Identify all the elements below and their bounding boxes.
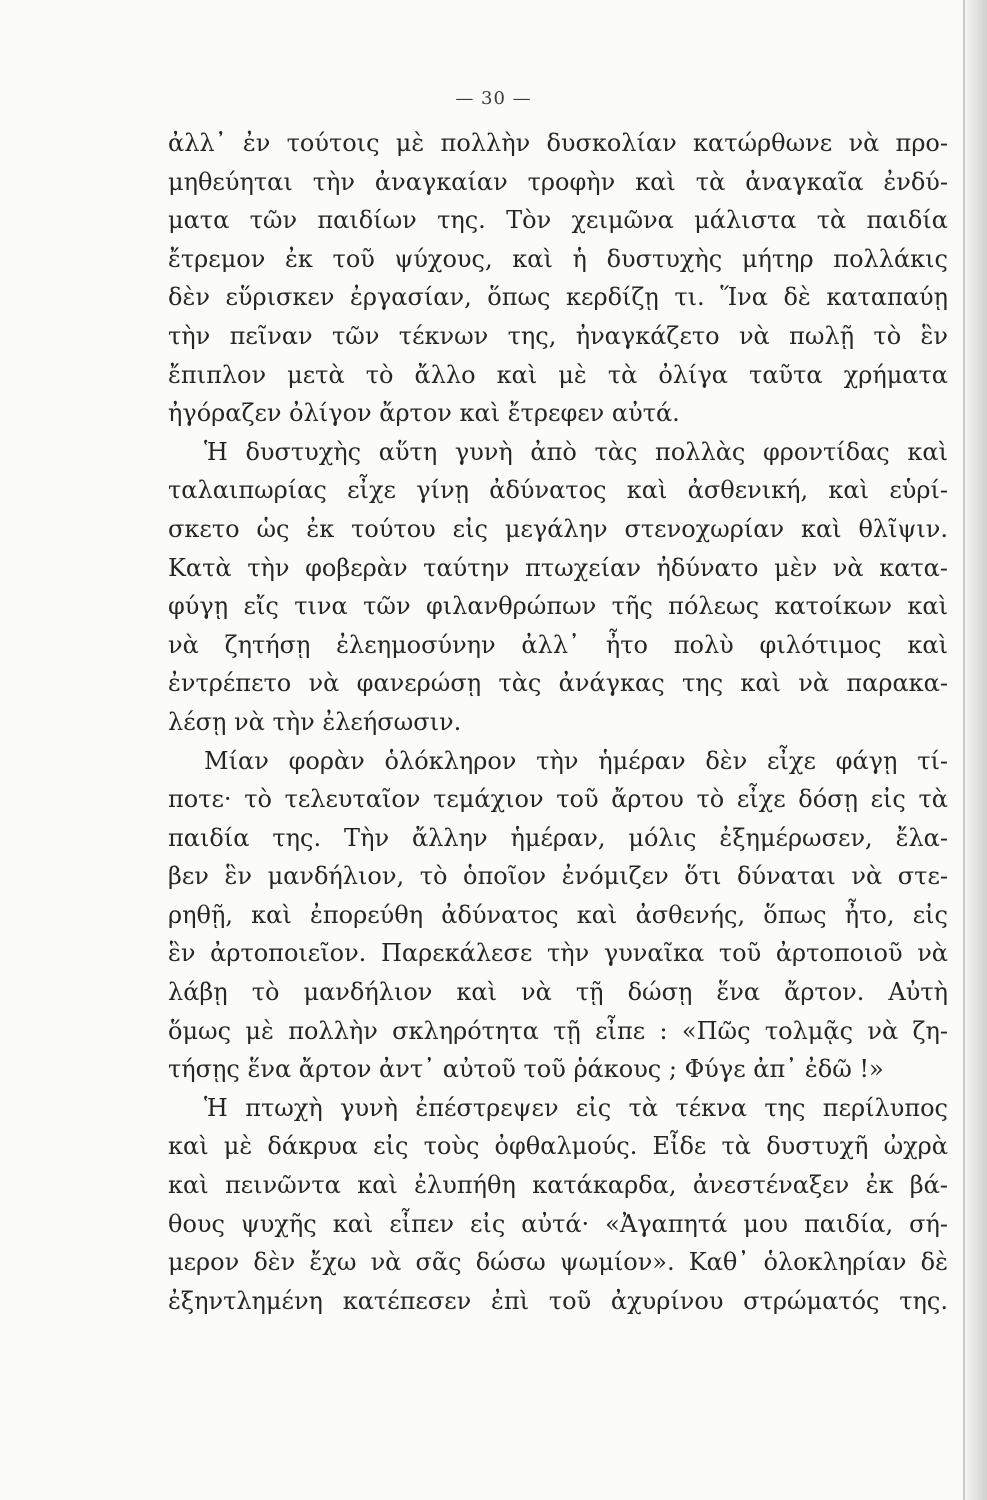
text-line: θους ψυχῆς καὶ εἶπεν εἰς αὐτά· «Ἀγαπητά μου παιδία, σή-	[168, 1209, 948, 1238]
text-line: ἐξηντλημένη κατέπεσεν ἐπὶ τοῦ ἀχυρίνου στρώματός της.	[168, 1286, 948, 1315]
text-line: δὲν εὕρισκεν ἐργασίαν, ὅπως κερδίζῃ τι. Ἵνα δὲ καταπαύῃ	[168, 283, 948, 312]
text-line: σκετο ὡς ἐκ τούτου εἰς μεγάλην στενοχωρίαν καὶ θλῖψιν.	[168, 514, 948, 543]
page-edge-line	[963, 0, 965, 1500]
text-line: ματα τῶν παιδίων της. Τὸν χειμῶνα μάλιστα τὰ παιδία	[168, 206, 948, 235]
text-line: καὶ πεινῶντα καὶ ἐλυπήθη κατάκαρδα, ἀνεστέναξεν ἐκ βά-	[168, 1171, 948, 1200]
text-line: παιδία της. Τὴν ἄλλην ἡμέραν, μόλις ἐξημέρωσεν, ἔλα-	[168, 823, 948, 852]
text-line: λάβῃ τὸ μανδήλιον καὶ νὰ τῇ δώσῃ ἕνα ἄρτον. Αὐτὴ	[168, 978, 948, 1007]
text-line: ὅμως μὲ πολλὴν σκληρότητα τῇ εἶπε : «Πῶς τολμᾷς νὰ ζη-	[168, 1016, 948, 1045]
page-number: — 30 —	[455, 88, 532, 109]
text-line: ποτε· τὸ τελευταῖον τεμάχιον τοῦ ἄρτου τὸ εἶχε δόσῃ εἰς τὰ	[168, 785, 948, 814]
text-line: ἠγόραζεν ὀλίγον ἄρτον καὶ ἔτρεφεν αὐτά.	[168, 399, 680, 428]
text-line: ἐντρέπετο νὰ φανερώσῃ τὰς ἀνάγκας της καὶ νὰ παρακα-	[168, 669, 948, 698]
text-line: ἓν ἀρτοποιεῖον. Παρεκάλεσε τὴν γυναῖκα τοῦ ἀρτοποιοῦ νὰ	[168, 939, 948, 968]
text-line: τήσῃς ἕνα ἄρτον ἀντ᾽ αὐτοῦ τοῦ ῥάκους ; Φύγε ἀπ᾽ ἐδῶ !»	[168, 1055, 884, 1084]
text-line: λέσῃ νὰ τὴν ἐλεήσωσιν.	[168, 707, 462, 736]
text-line: Κατὰ τὴν φοβερὰν ταύτην πτωχείαν ἠδύνατο μὲν νὰ κατα-	[168, 553, 948, 582]
text-line: ἀλλ᾽ ἐν τούτοις μὲ πολλὴν δυσκολίαν κατώρθωνε νὰ προ-	[168, 129, 948, 157]
text-line: μηθεύηται τὴν ἀναγκαίαν τροφὴν καὶ τὰ ἀναγκαῖα ἐνδύ-	[168, 167, 948, 196]
text-line: Μίαν φορὰν ὁλόκληρον τὴν ἡμέραν δὲν εἶχε φάγῃ τί-	[204, 746, 948, 775]
text-line: τὴν πεῖναν τῶν τέκνων της, ἠναγκάζετο νὰ πωλῇ τὸ ἓν	[168, 321, 948, 350]
text-line: ταλαιπωρίας εἶχε γίνῃ ἀδύνατος καὶ ἀσθενική, καὶ εὑρί-	[168, 476, 948, 505]
text-line: ρηθῇ, καὶ ἐπορεύθη ἀδύνατος καὶ ἀσθενής, ὅπως ἦτο, εἰς	[168, 900, 948, 929]
text-line: μερον δὲν ἔχω νὰ σᾶς δώσω ψωμίον». Καθ᾽ ὁλοκληρίαν δὲ	[168, 1248, 948, 1277]
body-text	[168, 124, 948, 1320]
text-line: ἔτρεμον ἐκ τοῦ ψύχους, καὶ ἡ δυστυχὴς μήτηρ πολλάκις	[168, 244, 948, 273]
text-line: ἔπιπλον μετὰ τὸ ἄλλο καὶ μὲ τὰ ὀλίγα ταῦτα χρήματα	[168, 360, 948, 389]
text-line: φύγῃ εἴς τινα τῶν φιλανθρώπων τῆς πόλεως κατοίκων καὶ	[168, 592, 948, 621]
text-line: Ἡ δυστυχὴς αὕτη γυνὴ ἀπὸ τὰς πολλὰς φροντίδας καὶ	[204, 437, 948, 466]
text-line: Ἡ πτωχὴ γυνὴ ἐπέστρεψεν εἰς τὰ τέκνα της περίλυπος	[204, 1093, 948, 1122]
text-line: νὰ ζητήσῃ ἐλεημοσύνην ἀλλ᾽ ἦτο πολὺ φιλότιμος καὶ	[168, 630, 948, 659]
text-line: βεν ἓν μανδήλιον, τὸ ὁποῖον ἐνόμιζεν ὅτι δύναται νὰ στε-	[168, 862, 948, 891]
text-line: καὶ μὲ δάκρυα εἰς τοὺς ὀφθαλμούς. Εἶδε τὰ δυστυχῆ ὠχρὰ	[168, 1132, 948, 1161]
